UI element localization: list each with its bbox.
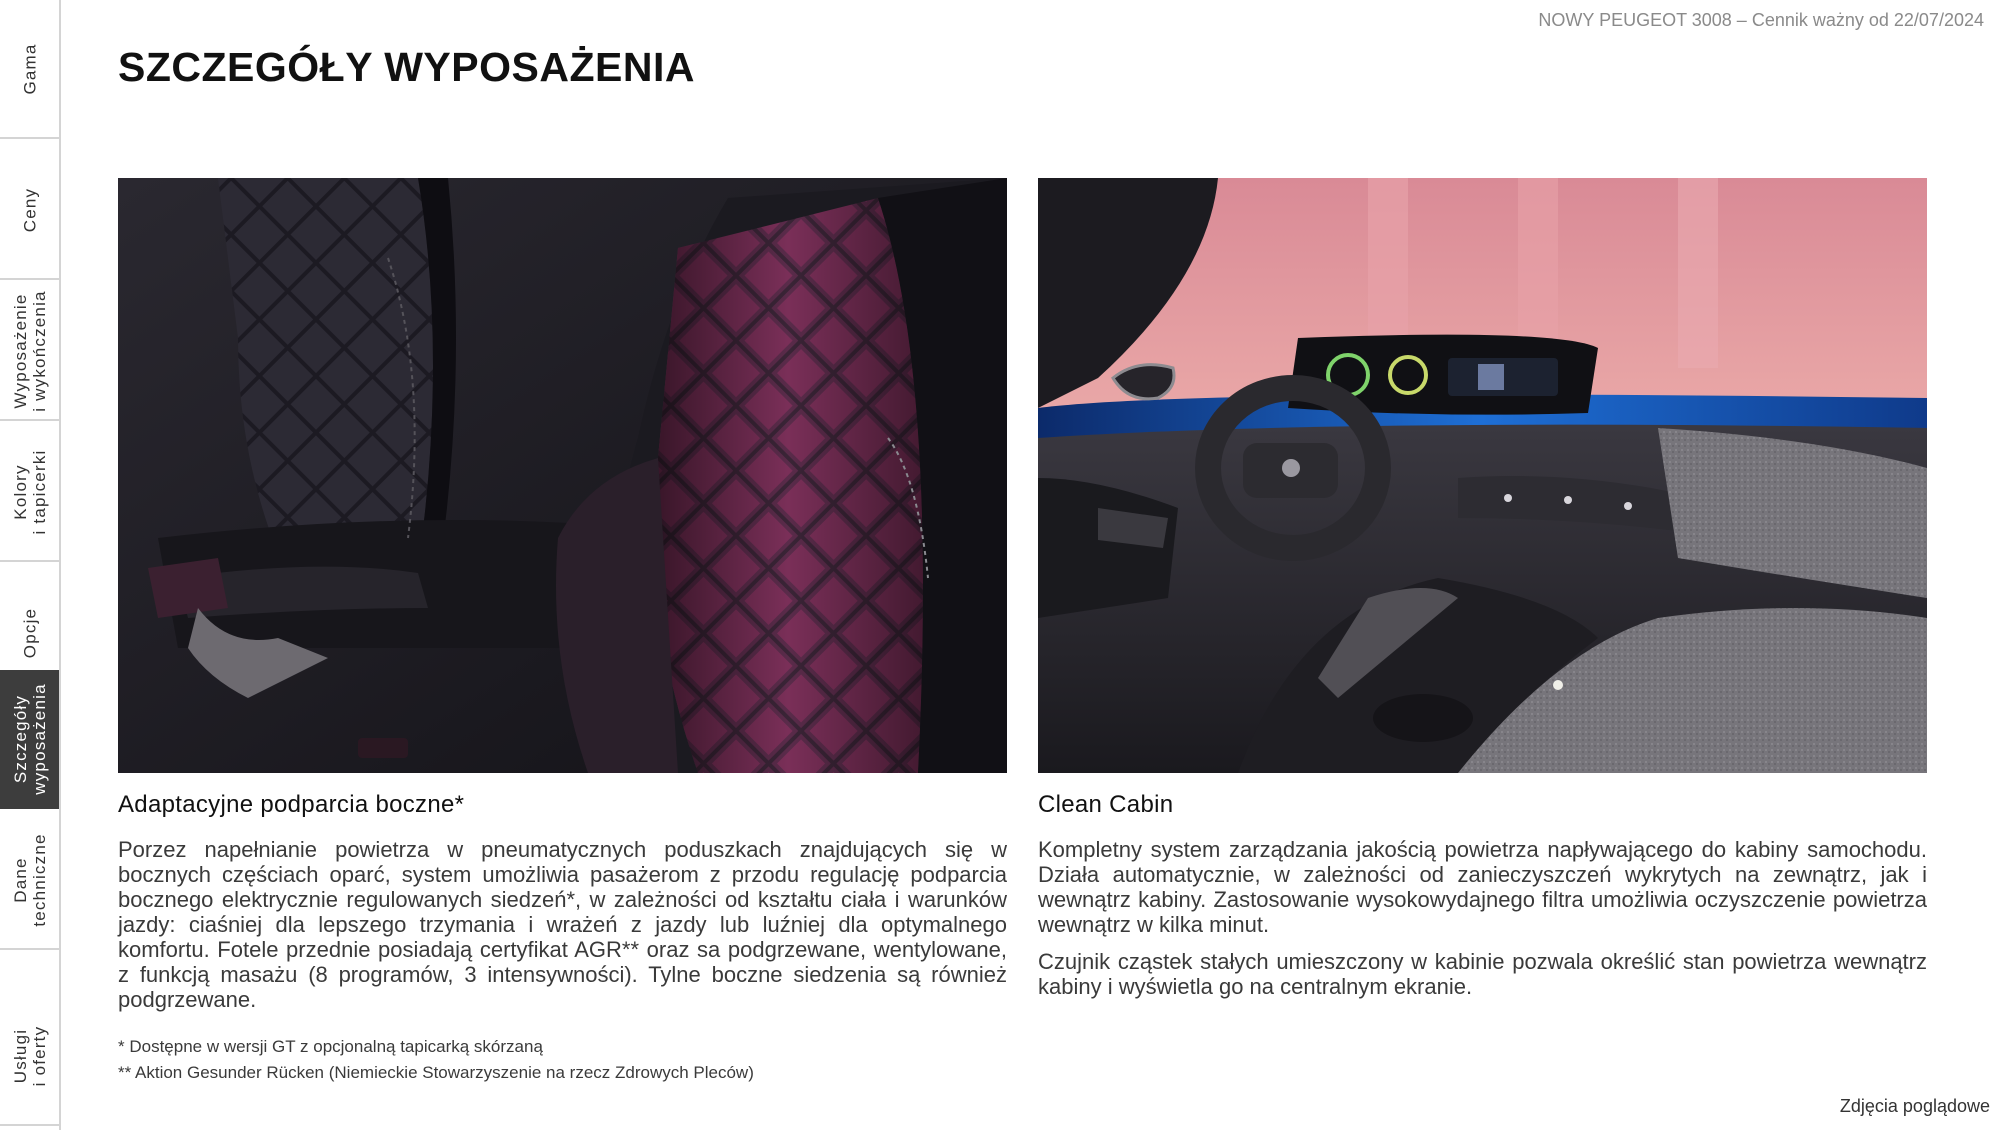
feature-clean-cabin [1038, 178, 1927, 999]
cabin-photo [1038, 178, 1927, 773]
tab-szczegoly-wyposazenia[interactable] [0, 670, 59, 809]
tab-kolory[interactable] [0, 423, 59, 562]
footnote: * Dostępne w wersji GT z opcjonalną tapicarką skórzaną [118, 1037, 543, 1056]
tab-wyposazenie[interactable] [0, 282, 59, 421]
image-disclaimer: Zdjęcia poglądowe [1839, 1096, 1990, 1116]
tab-label: Usługi i oferty [10, 1025, 49, 1086]
side-navigation [0, 0, 61, 1130]
tab-label: Opcje [20, 607, 39, 658]
tab-label: Ceny [20, 187, 39, 232]
tab-label: Dane techniczne [10, 832, 49, 927]
feature-description: Czujnik cząstek stałych umieszczony w kabinie pozwala określić stan powietrza wewnątrz kabiny i wyświetla go na centralnym ekranie. [1038, 949, 1927, 999]
tab-ceny[interactable] [0, 141, 59, 280]
tab-label: Kolory i tapicerki [10, 448, 49, 535]
footnotes [118, 1034, 1007, 1086]
feature-adaptive-bolsters [118, 178, 1007, 1086]
page-title: SZCZEGÓŁY WYPOSAŻENIA [118, 44, 695, 90]
feature-title: Clean Cabin [1038, 791, 1174, 818]
footnote: ** Aktion Gesunder Rücken (Niemieckie Stowarzyszenie na rzecz Zdrowych Pleców) [118, 1063, 754, 1082]
header-note: NOWY PEUGEOT 3008 – Cennik ważny od 22/07/2024 [1538, 10, 1984, 30]
seat-photo [118, 178, 1007, 773]
tab-label: Wyposażenie i wykończenia [10, 289, 49, 412]
tab-dane-techniczne[interactable] [0, 811, 59, 950]
tab-label: Szczegóły wyposażenia [10, 682, 49, 795]
feature-title: Adaptacyjne podparcia boczne* [118, 791, 465, 818]
feature-description: Kompletny system zarządzania jakością powietrza napływającego do kabiny samochodu. Działa automatycznie, w zależności od zanieczyszczeń wykrytych na zewnątrz, jak i wewnątrz kabiny. Zastosowanie wysokowydajnego filtra umożliwia oczyszczenie powietrza wewnątrz w kilka minut. [1038, 837, 1927, 937]
tab-label: Gama [20, 42, 39, 95]
tab-uslugi[interactable] [0, 987, 59, 1126]
tab-gama[interactable] [0, 0, 59, 139]
feature-description: Porzez napełnianie powietrza w pneumatycznych poduszkach znajdujących się w bocznych częściach oparć, system umożliwia pasażerom z przodu regulację podparcia bocznego elektrycznie regulowanych siedzeń*, w zależności od kształtu ciała i warunków jazdy: ciaśniej dla lepszego trzymania i wrażeń z jazdy lub luźniej dla optymalnego komfortu. Fotele przednie posiadają certyfikat AGR** oraz sa podgrzewane, wentylowane, z funkcją masażu (8 programów, 3 intensywności). Tylne boczne siedzenia są również podgrzewane. [118, 837, 1007, 1012]
